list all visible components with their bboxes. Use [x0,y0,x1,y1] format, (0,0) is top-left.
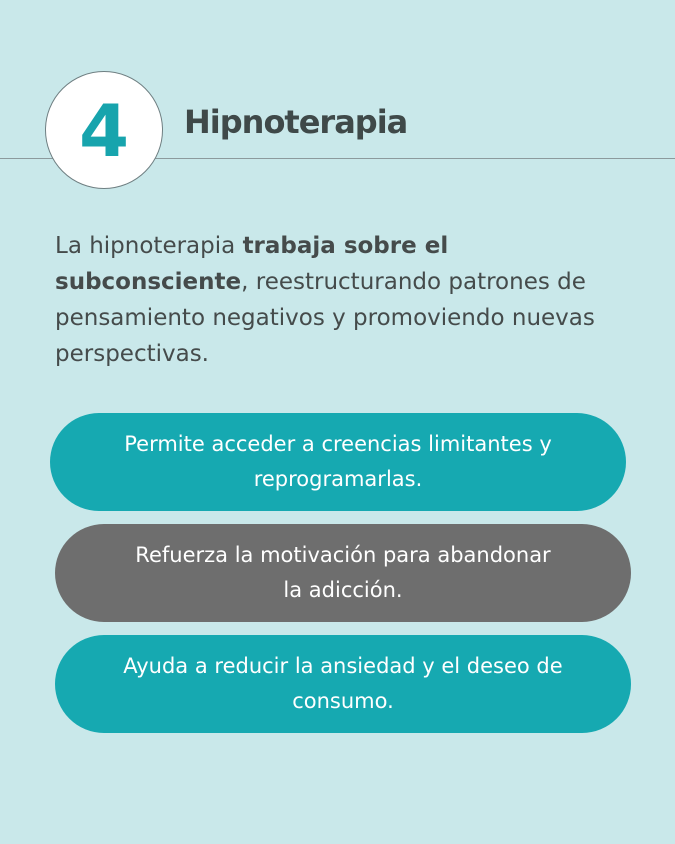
benefit-card-motivation [55,524,631,622]
intro-text-start: La hipnoterapia [55,233,243,259]
benefit-text-line2: consumo. [292,689,394,713]
benefit-text-line2: la adicción. [283,578,403,602]
benefit-text-line2: reprogramarlas. [253,467,423,491]
benefit-text-line1: Refuerza la motivación para abandonar [135,543,551,567]
benefit-card-anxiety [55,635,631,733]
intro-text-end: , reestructurando patrones de pensamiento negativos y promoviendo nuevas perspectivas. [55,269,595,367]
benefit-card-reprogram [50,413,626,511]
intro-text-bold: trabaja sobre el subconsciente [55,233,449,295]
intro-paragraph [55,228,645,372]
page-title: Hipnoterapia [184,103,408,141]
benefit-text-line1: Ayuda a reducir la ansiedad y el deseo de [123,654,563,678]
step-number-badge [45,71,163,189]
benefit-text-line1: Permite acceder a creencias limitantes y [124,432,552,456]
step-number: 4 [78,89,130,173]
